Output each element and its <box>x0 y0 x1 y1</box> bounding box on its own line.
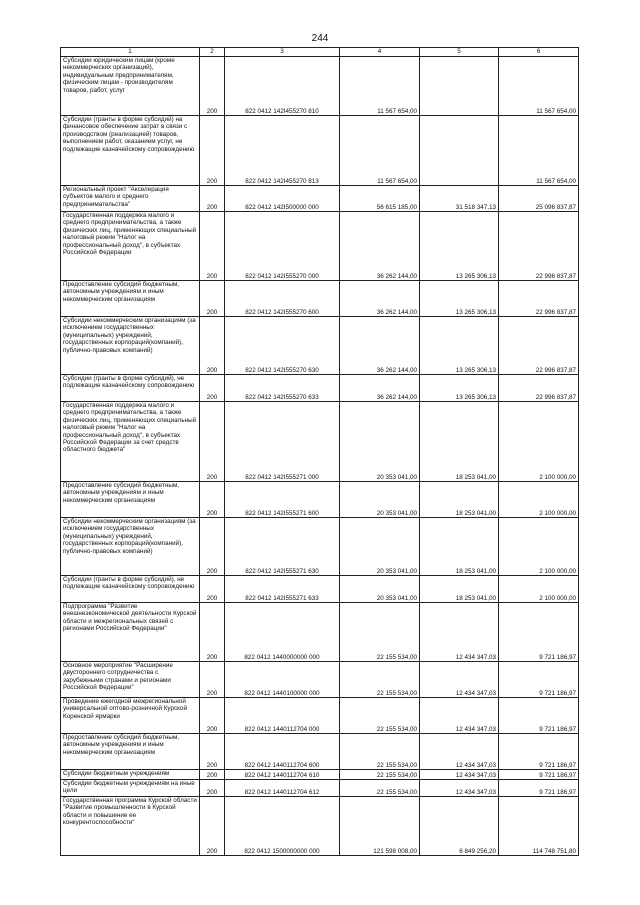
row-planned-amount: 20 353 041,00 <box>340 482 420 518</box>
row-name: Подпрограмма "Развитие внешнеэкономической деятельности Курской области и межрегиональных связей с регионами Российской Федерации" <box>61 603 200 662</box>
row-planned-amount: 22 155 534,00 <box>340 698 420 734</box>
row-name: Субсидии бюджетным учреждениям <box>61 770 200 780</box>
table-row <box>61 576 579 603</box>
row-name: Региональный проект "Акселерация субъектов малого и среднего предпринимательства" <box>61 186 200 212</box>
row-admin-code: 200 <box>200 375 225 402</box>
row-admin-code: 200 <box>200 317 225 375</box>
row-budget-code: 822 0412 142I500000 000 <box>225 186 340 212</box>
row-executed-amount: 6 849 256,20 <box>420 797 499 856</box>
row-remainder-amount: 2 100 000,00 <box>499 518 579 576</box>
row-admin-code: 200 <box>200 603 225 662</box>
row-executed-amount: 18 253 041,00 <box>420 482 499 518</box>
row-name: Проведение ежегодной межрегиональной универсальной оптово-розничной Курской Коренской ярмарки <box>61 698 200 734</box>
row-planned-amount: 121 598 008,00 <box>340 797 420 856</box>
row-name: Основное мероприятие "Расширение двустороннего сотрудничества с зарубежными странами и регионами Российской Федерации" <box>61 662 200 698</box>
table-row <box>61 662 579 698</box>
table-header-row <box>61 48 579 57</box>
row-executed-amount: 13 265 306,13 <box>420 375 499 402</box>
row-admin-code: 200 <box>200 797 225 856</box>
row-admin-code: 200 <box>200 518 225 576</box>
row-budget-code: 822 0412 1440100000 000 <box>225 662 340 698</box>
row-planned-amount: 11 567 654,00 <box>340 57 420 116</box>
row-planned-amount: 11 567 654,00 <box>340 116 420 186</box>
row-remainder-amount: 114 748 751,80 <box>499 797 579 856</box>
row-remainder-amount: 2 100 000,00 <box>499 402 579 482</box>
row-remainder-amount: 2 100 000,00 <box>499 576 579 603</box>
row-budget-code: 822 0412 1440112704 612 <box>225 780 340 797</box>
table-row <box>61 57 579 116</box>
page-number: 244 <box>311 33 329 44</box>
row-planned-amount: 36 262 144,00 <box>340 375 420 402</box>
row-admin-code: 200 <box>200 698 225 734</box>
table-row <box>61 797 579 856</box>
row-name: Субсидии (гранты в форме субсидий) на финансовое обеспечение затрат в связи с производством (реализацией) товаров, выполнением работ, оказанием услуг, не подлежащие казначейскому сопровождению <box>61 116 200 186</box>
row-budget-code: 822 0412 1500000000 000 <box>225 797 340 856</box>
row-admin-code: 200 <box>200 281 225 317</box>
row-budget-code: 822 0412 142I555271 000 <box>225 402 340 482</box>
row-executed-amount: 12 434 347,03 <box>420 780 499 797</box>
row-remainder-amount: 22 996 837,87 <box>499 317 579 375</box>
row-admin-code: 200 <box>200 482 225 518</box>
row-planned-amount: 56 615 185,00 <box>340 186 420 212</box>
row-admin-code: 200 <box>200 186 225 212</box>
row-name: Субсидии бюджетным учреждениям на иные цели <box>61 780 200 797</box>
row-admin-code: 200 <box>200 662 225 698</box>
row-executed-amount: 13 265 306,13 <box>420 317 499 375</box>
header-col-4: 4 <box>340 48 420 57</box>
row-planned-amount: 36 262 144,00 <box>340 212 420 281</box>
row-remainder-amount: 2 100 000,00 <box>499 482 579 518</box>
row-budget-code: 822 0412 142I455270 813 <box>225 116 340 186</box>
row-admin-code: 200 <box>200 576 225 603</box>
row-planned-amount: 22 155 534,00 <box>340 662 420 698</box>
header-col-3: 3 <box>225 48 340 57</box>
row-name: Государственная программа Курской области "Развитие промышленности в Курской области и повышение ее конкурентоспособности" <box>61 797 200 856</box>
table-body <box>61 57 579 856</box>
table-row <box>61 116 579 186</box>
row-budget-code: 822 0412 142I555270 000 <box>225 212 340 281</box>
row-remainder-amount: 9 721 186,97 <box>499 770 579 780</box>
row-planned-amount: 36 262 144,00 <box>340 281 420 317</box>
row-planned-amount: 22 155 534,00 <box>340 780 420 797</box>
row-executed-amount <box>420 116 499 186</box>
row-planned-amount: 20 353 041,00 <box>340 402 420 482</box>
row-name: Субсидии некоммерческим организациям (за исключением государственных (муниципальных) учреждений, государственных корпораций(компаний), публично-правовых компаний) <box>61 317 200 375</box>
row-budget-code: 822 0412 142I555271 633 <box>225 576 340 603</box>
row-name: Предоставление субсидий бюджетным, автономным учреждениям и иным некоммерческим организациям <box>61 281 200 317</box>
row-executed-amount: 18 253 041,00 <box>420 518 499 576</box>
row-name: Субсидии (гранты в форме субсидий), не подлежащие казначейскому сопровождению <box>61 375 200 402</box>
table-row <box>61 734 579 770</box>
row-remainder-amount: 11 567 654,00 <box>499 116 579 186</box>
table-row <box>61 603 579 662</box>
row-budget-code: 822 0412 1440112704 000 <box>225 698 340 734</box>
table-row <box>61 780 579 797</box>
row-remainder-amount: 9 721 186,97 <box>499 662 579 698</box>
row-planned-amount: 22 155 534,00 <box>340 603 420 662</box>
header-col-1: 1 <box>61 48 200 57</box>
table-row <box>61 375 579 402</box>
row-budget-code: 822 0412 1440112704 610 <box>225 770 340 780</box>
row-name: Государственная поддержка малого и среднего предпринимательства, а также физических лиц, применяющих специальный налоговый режим "Налог на профессиональный доход", в субъектах Российской Федерации <box>61 212 200 281</box>
row-budget-code: 822 0412 1440112704 600 <box>225 734 340 770</box>
row-remainder-amount: 9 721 186,97 <box>499 734 579 770</box>
row-executed-amount: 12 434 347,03 <box>420 698 499 734</box>
header-col-2: 2 <box>200 48 225 57</box>
row-executed-amount: 13 265 306,13 <box>420 212 499 281</box>
row-remainder-amount: 9 721 186,97 <box>499 698 579 734</box>
row-executed-amount: 12 434 347,03 <box>420 603 499 662</box>
row-planned-amount: 20 353 041,00 <box>340 518 420 576</box>
row-executed-amount: 18 253 041,00 <box>420 576 499 603</box>
row-budget-code: 822 0412 142I455270 810 <box>225 57 340 116</box>
row-remainder-amount: 11 567 654,00 <box>499 57 579 116</box>
row-executed-amount: 12 434 347,03 <box>420 734 499 770</box>
row-planned-amount: 20 353 041,00 <box>340 576 420 603</box>
table-row <box>61 698 579 734</box>
row-budget-code: 822 0412 142I555270 633 <box>225 375 340 402</box>
row-executed-amount: 12 434 347,03 <box>420 770 499 780</box>
row-planned-amount: 22 155 534,00 <box>340 734 420 770</box>
row-budget-code: 822 0412 142I555271 630 <box>225 518 340 576</box>
row-budget-code: 822 0412 142I555271 600 <box>225 482 340 518</box>
row-executed-amount: 13 265 306,13 <box>420 281 499 317</box>
row-admin-code: 200 <box>200 780 225 797</box>
row-budget-code: 822 0412 1440000000 000 <box>225 603 340 662</box>
header-col-5: 5 <box>420 48 499 57</box>
row-planned-amount: 36 262 144,00 <box>340 317 420 375</box>
row-name: Субсидии юридическим лицам (кроме некоммерческих организаций), индивидуальным предпринимателям, физическим лицам - производителям товаров, работ, услуг <box>61 57 200 116</box>
row-executed-amount: 31 518 347,13 <box>420 186 499 212</box>
row-name: Государственная поддержка малого и среднего предпринимательства, а также физических лиц, применяющих специальный налоговый режим "Налог на профессиональный доход", в субъектах Российской Федерации за счет средств областного бюджета" <box>61 402 200 482</box>
row-planned-amount: 22 155 534,00 <box>340 770 420 780</box>
row-admin-code: 200 <box>200 212 225 281</box>
header-col-6: 6 <box>499 48 579 57</box>
row-remainder-amount: 22 996 837,87 <box>499 212 579 281</box>
row-remainder-amount: 22 996 837,87 <box>499 375 579 402</box>
row-remainder-amount: 25 096 837,87 <box>499 186 579 212</box>
row-remainder-amount: 9 721 186,97 <box>499 780 579 797</box>
budget-execution-table <box>60 47 579 856</box>
row-remainder-amount: 9 721 186,97 <box>499 603 579 662</box>
row-name: Субсидии (гранты в форме субсидий), не подлежащие казначейскому сопровождению <box>61 576 200 603</box>
table-row <box>61 402 579 482</box>
row-budget-code: 822 0412 142I555270 630 <box>225 317 340 375</box>
table-row <box>61 186 579 212</box>
row-admin-code: 200 <box>200 57 225 116</box>
row-name: Предоставление субсидий бюджетным, автономным учреждениям и иным некоммерческим организациям <box>61 482 200 518</box>
row-admin-code: 200 <box>200 116 225 186</box>
row-admin-code: 200 <box>200 402 225 482</box>
row-name: Субсидии некоммерческим организациям (за исключением государственных (муниципальных) учреждений, государственных корпораций(компаний), публично-правовых компаний) <box>61 518 200 576</box>
row-executed-amount <box>420 57 499 116</box>
table-row <box>61 770 579 780</box>
row-admin-code: 200 <box>200 770 225 780</box>
row-budget-code: 822 0412 142I555270 600 <box>225 281 340 317</box>
row-admin-code: 200 <box>200 734 225 770</box>
table-row <box>61 212 579 281</box>
table-row <box>61 482 579 518</box>
row-executed-amount: 18 253 041,00 <box>420 402 499 482</box>
row-remainder-amount: 22 996 837,87 <box>499 281 579 317</box>
row-name: Предоставление субсидий бюджетным, автономным учреждениям и иным некоммерческим организациям <box>61 734 200 770</box>
table-row <box>61 281 579 317</box>
table-row <box>61 518 579 576</box>
row-executed-amount: 12 434 347,03 <box>420 662 499 698</box>
table-row <box>61 317 579 375</box>
